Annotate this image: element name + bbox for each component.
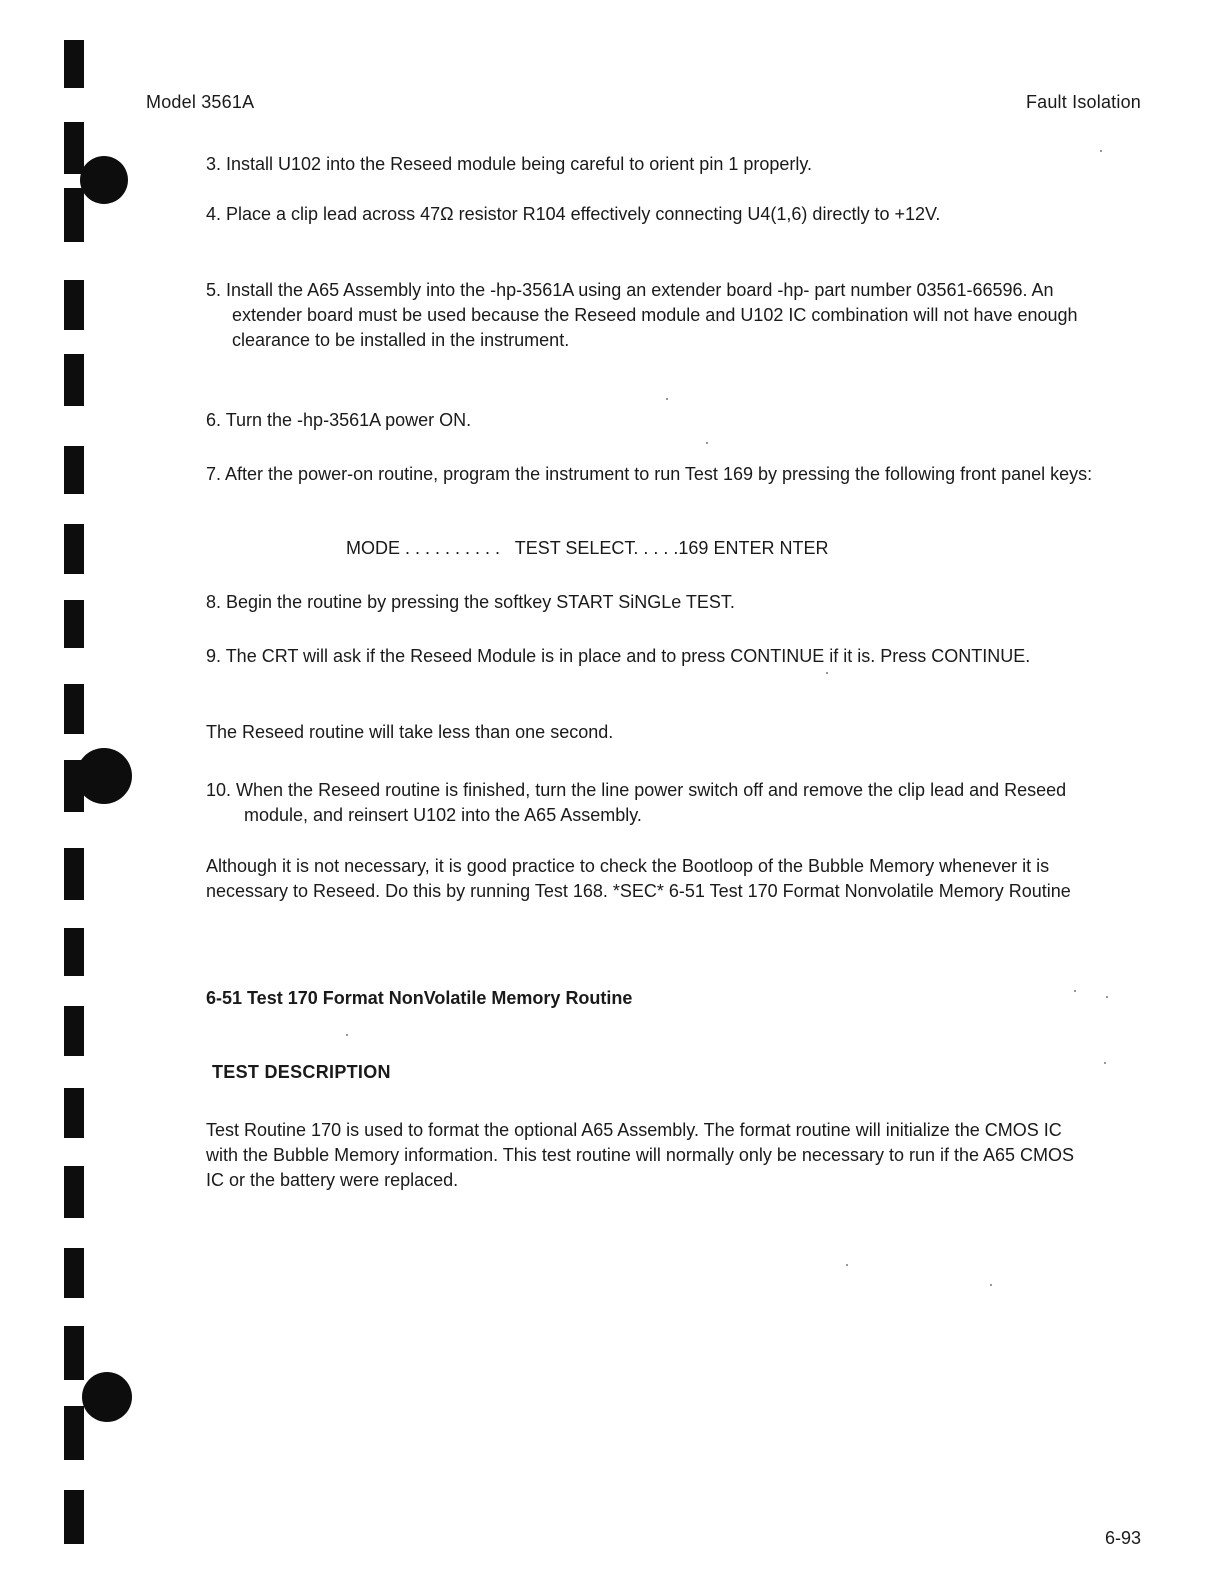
- binding-mark: [64, 354, 84, 406]
- step-10: 10. When the Reseed routine is finished, turn the line power switch off and remove the clip lead and Reseed module, and reinsert U102 into the A65 Assembly.: [206, 780, 1067, 825]
- scan-speck: [846, 1264, 848, 1266]
- binding-mark: [64, 1088, 84, 1138]
- scan-speck: [666, 398, 668, 400]
- step-9: 9. The CRT will ask if the Reseed Module is in place and to press CONTINUE if it is. Press CONTINUE.: [206, 646, 1031, 666]
- header-model: Model 3561A: [146, 92, 255, 112]
- binding-mark: [64, 848, 84, 900]
- binding-mark: [64, 280, 84, 330]
- binding-mark: [64, 1326, 84, 1380]
- test-description-heading: TEST DESCRIPTION: [212, 1062, 391, 1082]
- header-section: Fault Isolation: [1025, 92, 1141, 112]
- scan-speck: [1104, 1062, 1106, 1064]
- binding-mark: [64, 1490, 84, 1544]
- scan-speck: [1074, 990, 1076, 992]
- test-description-body: Test Routine 170 is used to format the optional A65 Assembly. The format routine will initialize the CMOS IC with the Bubble Memory information. This test routine will normally only be necessary to run if the A65 CMOS IC or the battery were replaced.: [206, 1120, 1075, 1190]
- section-heading: 6-51 Test 170 Format NonVolatile Memory Routine: [206, 988, 633, 1008]
- binding-mark: [64, 40, 84, 88]
- binding-mark: [64, 928, 84, 976]
- step-5: 5. Install the A65 Assembly into the -hp-3561A using an extender board -hp- part number 03561-66596. An extender board must be used because the Reseed module and U102 IC combination will not have enough clearance to be installed in the instrument.: [206, 280, 1078, 350]
- binding-mark: [64, 1248, 84, 1298]
- bootloop-note: Although it is not necessary, it is good practice to check the Bootloop of the Bubble Memory whenever it is necessary to Reseed. Do this by running Test 168. *SEC* 6-51 Test 170 Format Nonvolatile Memory Routine: [206, 856, 1071, 901]
- step-8: 8. Begin the routine by pressing the softkey START SiNGLe TEST.: [206, 592, 735, 612]
- scan-speck: [346, 1034, 348, 1036]
- step-3: 3. Install U102 into the Reseed module being careful to orient pin 1 properly.: [206, 154, 813, 174]
- binding-mark: [64, 684, 84, 734]
- scan-speck: [706, 442, 708, 444]
- front-panel-keys: MODE . . . . . . . . . . TEST SELECT. . . . .169 ENTER NTER: [346, 538, 829, 558]
- binding-hole: [82, 1372, 132, 1422]
- reseed-note: The Reseed routine will take less than one second.: [206, 722, 614, 742]
- binding-mark: [64, 600, 84, 648]
- binding-mark: [64, 1166, 84, 1218]
- step-4: 4. Place a clip lead across 47Ω resistor R104 effectively connecting U4(1,6) directly to +12V.: [206, 204, 941, 224]
- binding-mark: [64, 1406, 84, 1460]
- binding-mark: [64, 188, 84, 242]
- binding-mark: [64, 1006, 84, 1056]
- scan-speck: [1106, 996, 1108, 998]
- binding-mark: [64, 122, 84, 174]
- binding-hole: [76, 748, 132, 804]
- binding-mark: [64, 446, 84, 494]
- binding-hole: [80, 156, 128, 204]
- step-6: 6. Turn the -hp-3561A power ON.: [206, 410, 472, 430]
- step-7: 7. After the power-on routine, program the instrument to run Test 169 by pressing the following front panel keys:: [206, 464, 1093, 484]
- binding-mark: [64, 524, 84, 574]
- page-number: 6-93: [1104, 1528, 1141, 1548]
- scan-speck: [990, 1284, 992, 1286]
- scan-speck: [826, 672, 828, 674]
